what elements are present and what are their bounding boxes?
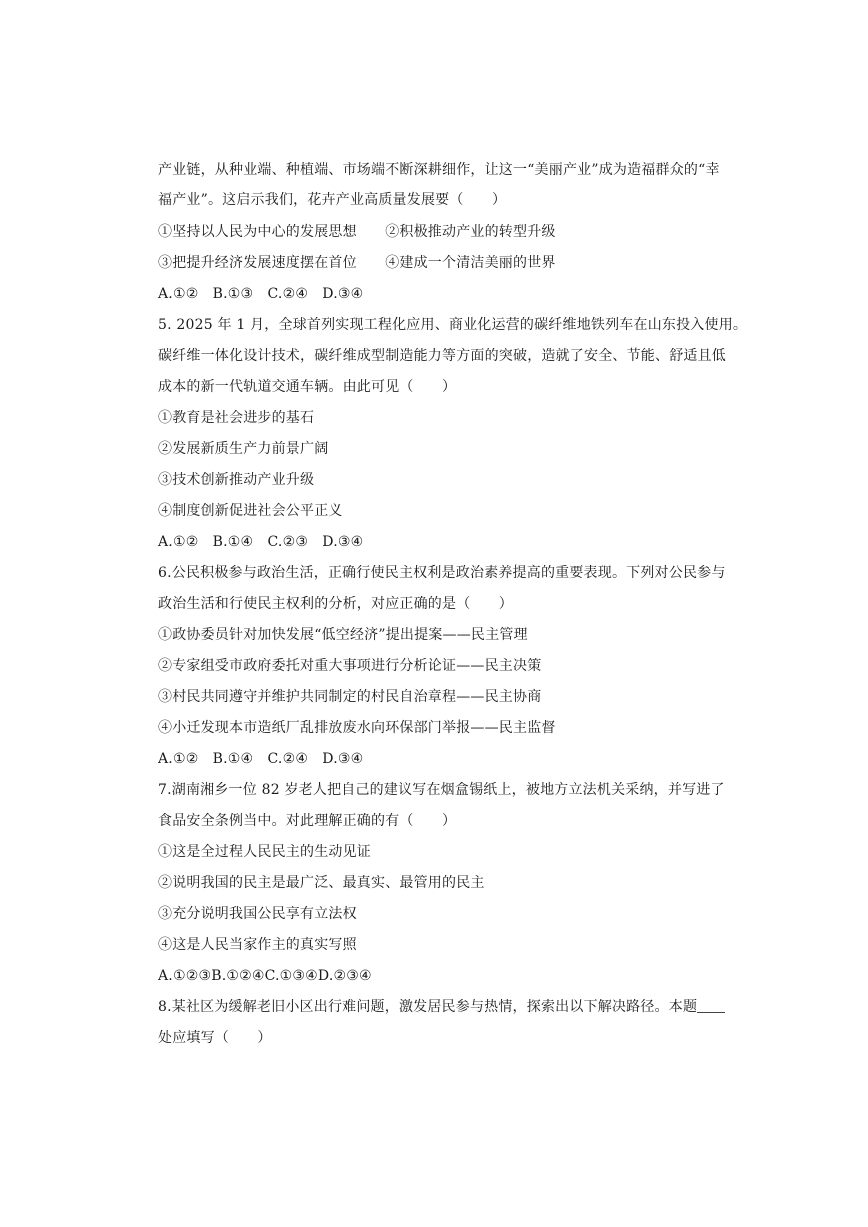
q5-option-2: ②发展新质生产力前景广阔 [158,441,329,457]
q8-stem-line-1 [158,997,718,1017]
q5-option-1: ①教育是社会进步的基石 [158,410,315,426]
q7-stem-line-1: 7.湖南湘乡一位 82 岁老人把自己的建议写在烟盒锡纸上，被地方立法机关采纳，并写进了 [158,782,725,798]
q7-stem-line-2: 食品安全条例当中。对此理解正确的有（ ） [158,813,457,829]
q7-answer-choices: A.①②③B.①②④C.①③④D.②③④ [158,968,372,984]
q7-option-4: ④这是人民当家作主的真实写照 [158,937,357,953]
q4-options-line-1: ①坚持以人民为中心的发展思想 ②积极推动产业的转型升级 [158,224,556,240]
q4-stem-line-2: 福产业”。这启示我们，花卉产业高质量发展要（ ） [158,192,507,208]
q5-stem-line-2: 碳纤维一体化设计技术，碳纤维成型制造能力等方面的突破，造就了安全、节能、舒适且低 [158,348,726,364]
q6-answer-choices: A.①② B.①④ C.②④ D.③④ [158,751,364,767]
q4-answer-choices: A.①② B.①③ C.②④ D.③④ [158,286,364,302]
q6-option-4: ④小迁发现本市造纸厂乱排放废水向环保部门举报——民主监督 [158,720,556,736]
q4-options-line-2: ③把提升经济发展速度摆在首位 ④建成一个清洁美丽的世界 [158,255,556,271]
q6-option-1: ①政协委员针对加快发展“低空经济”提出提案——民主管理 [158,627,528,643]
fill-in-blank [697,998,725,1013]
q7-option-2: ②说明我国的民主是最广泛、最真实、最管用的民主 [158,875,485,891]
q5-answer-choices: A.①② B.①④ C.②③ D.③④ [158,534,364,550]
q8-stem-text: 8.某社区为缓解老旧小区出行难问题，激发居民参与热情，探索出以下解决路径。本题 [158,999,698,1015]
q5-option-3: ③技术创新推动产业升级 [158,472,315,488]
q8-stem-line-2: 处应填写（ ） [158,1030,272,1046]
q6-stem-line-2: 政治生活和行使民主权利的分析，对应正确的是（ ） [158,596,513,612]
q4-stem-line-1: 产业链，从种业端、种植端、市场端不断深耕细作，让这一“美丽产业”成为造福群众的“幸 [158,162,720,178]
q5-stem-line-1: 5. 2025 年 1 月，全球首列实现工程化应用、商业化运营的碳纤维地铁列车在山东投入使用。 [158,317,748,333]
q7-option-3: ③充分说明我国公民享有立法权 [158,906,357,922]
q5-stem-line-3: 成本的新一代轨道交通车辆。由此可见（ ） [158,379,457,395]
q5-option-4: ④制度创新促进社会公平正义 [158,503,343,519]
q7-option-1: ①这是全过程人民民主的生动见证 [158,844,371,860]
q6-option-3: ③村民共同遵守并维护共同制定的村民自治章程——民主协商 [158,689,542,705]
q6-stem-line-1: 6.公民积极参与政治生活，正确行使民主权利是政治素养提高的重要表现。下列对公民参与 [158,565,726,581]
q6-option-2: ②专家组受市政府委托对重大事项进行分析论证——民主决策 [158,658,542,674]
